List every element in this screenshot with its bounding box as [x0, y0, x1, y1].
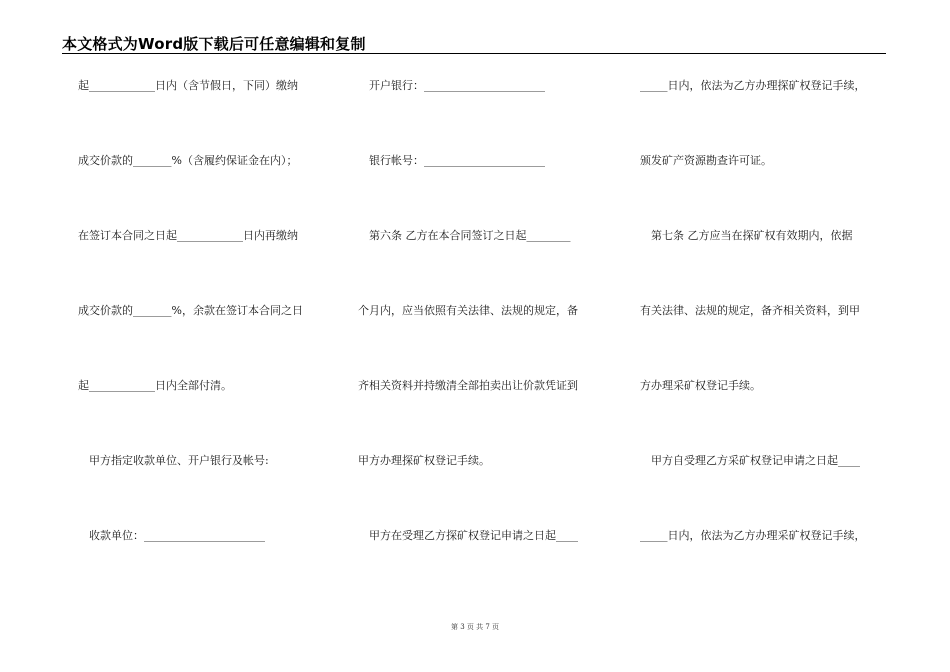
column-1-line-7: 收款单位：______________________ — [78, 529, 265, 542]
column-3-line-6: 甲方自受理乙方采矿权登记申请之日起____ — [640, 454, 860, 467]
header-divider — [62, 53, 886, 54]
column-2-line-7: 甲方在受理乙方探矿权登记申请之日起____ — [358, 529, 578, 542]
column-3-line-5: 方办理采矿权登记手续。 — [640, 379, 761, 392]
column-1-line-5: 起____________日内全部付清。 — [78, 379, 232, 392]
column-2-line-6: 甲方办理探矿权登记手续。 — [358, 454, 490, 467]
column-2-line-3: 第六条 乙方在本合同签订之日起________ — [358, 229, 571, 242]
column-1-line-4: 成交价款的_______%，余款在签订本合同之日 — [78, 304, 303, 317]
column-3-line-1: _____日内，依法为乙方办理探矿权登记手续， — [640, 79, 866, 92]
column-1-line-2: 成交价款的_______%（含履约保证金在内）； — [78, 154, 298, 167]
page-number-footer: 第 3 页 共 7 页 — [450, 623, 500, 631]
column-3-line-7: _____日内，依法为乙方办理采矿权登记手续， — [640, 529, 866, 542]
column-1-line-1: 起____________日内（含节假日，下同）缴纳 — [78, 79, 298, 92]
column-1-line-6: 甲方指定收款单位、开户银行及帐号: — [78, 454, 269, 467]
column-1-line-3: 在签订本合同之日起____________日内再缴纳 — [78, 229, 298, 242]
column-2-line-2: 银行帐号：______________________ — [358, 154, 545, 167]
document-header-title: 本文格式为Word版下载后可任意编辑和复制 — [62, 35, 366, 53]
column-2-line-1: 开户银行：______________________ — [358, 79, 545, 92]
column-3-line-3: 第七条 乙方应当在探矿权有效期内，依据 — [640, 229, 853, 242]
column-2-line-4: 个月内，应当依照有关法律、法规的规定，备 — [358, 304, 578, 317]
column-3-line-4: 有关法律、法规的规定，备齐相关资料，到甲 — [640, 304, 860, 317]
column-3-line-2: 颁发矿产资源勘查许可证。 — [640, 154, 772, 167]
column-2-line-5: 齐相关资料并持缴清全部拍卖出让价款凭证到 — [358, 379, 578, 392]
